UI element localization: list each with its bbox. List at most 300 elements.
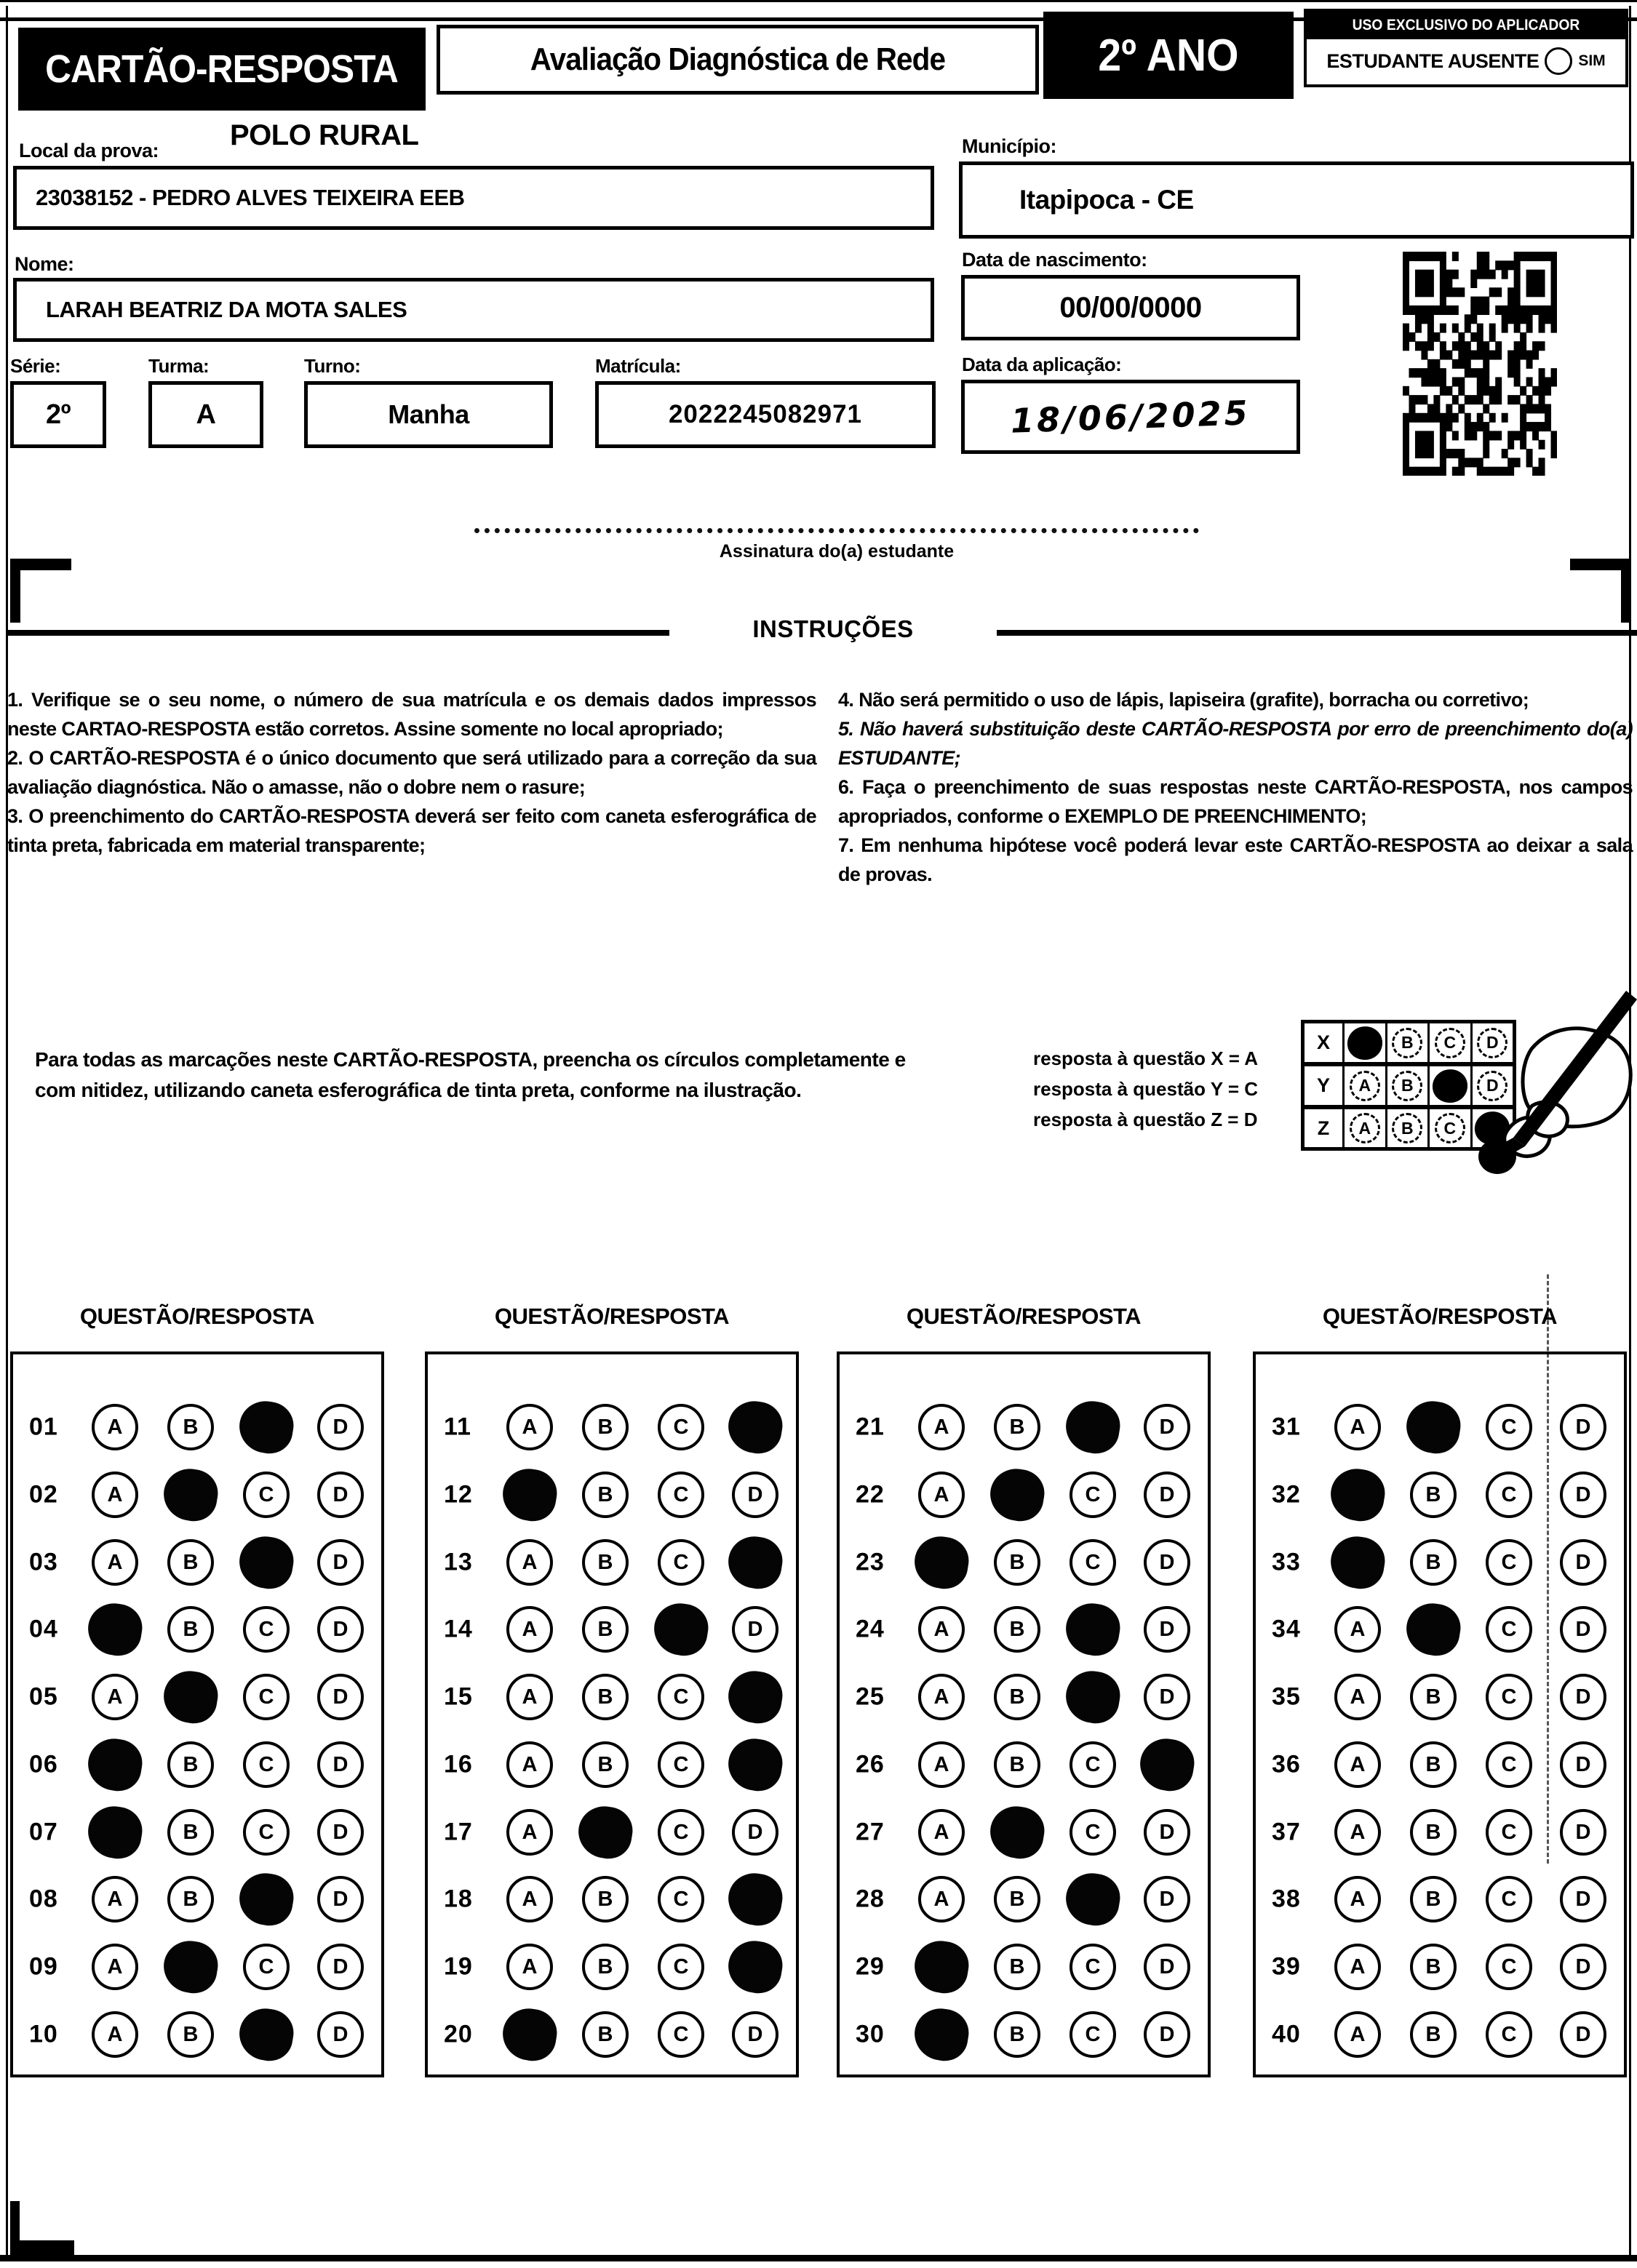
signature-line[interactable] [474,528,1199,533]
bottom-border-line [0,2255,1637,2261]
bubble-q23-A[interactable] [911,1533,972,1592]
question-number-14: 14 [444,1615,473,1643]
bubble-q03-B[interactable]: B [167,1539,214,1586]
question-row-21 [840,1401,1208,1453]
examiner-box [1304,9,1628,87]
aplicacao-handwritten-value: 18/06/2025 [1010,393,1251,441]
turno-value: Manha [388,399,469,429]
question-number-09: 09 [29,1952,58,1981]
bubble-q26-C[interactable]: C [1070,1741,1116,1788]
bubble-q25-A[interactable]: A [918,1674,965,1720]
bubble-q39-B[interactable]: B [1410,1944,1457,1990]
qr-code [1403,252,1557,476]
bubble-q36-A[interactable]: A [1334,1741,1381,1788]
bubble-q14-D[interactable]: D [732,1606,778,1653]
bubble-q24-D[interactable]: D [1144,1606,1190,1653]
bubble-q08-D[interactable]: D [317,1876,364,1922]
bubble-q22-A[interactable]: A [918,1472,965,1518]
bubble-q13-B[interactable]: B [582,1539,629,1586]
question-number-31: 31 [1272,1413,1301,1441]
bubble-q24-B[interactable]: B [994,1606,1040,1653]
question-row-33 [1256,1536,1624,1589]
bubble-q31-B[interactable] [1403,1397,1464,1457]
bubble-q38-A[interactable]: A [1334,1876,1381,1922]
instructions-rule-left [7,630,669,636]
bubble-q12-B[interactable]: B [582,1472,629,1518]
question-row-16 [428,1738,796,1791]
question-row-03 [13,1536,381,1589]
bubble-q12-D[interactable]: D [732,1472,778,1518]
bubble-q27-D[interactable]: D [1144,1809,1190,1856]
question-row-13 [428,1536,796,1589]
turma-box [148,381,263,448]
question-row-04 [13,1603,381,1656]
answers-column-header-2: QUESTÃO/RESPOSTA [494,1303,730,1329]
bubble-q10-C[interactable] [236,2005,297,2064]
bubble-q03-C[interactable] [236,1533,297,1592]
corner-mark-top-right-v [1621,559,1631,623]
bubble-q07-C[interactable]: C [243,1809,290,1856]
bubble-q17-A[interactable]: A [506,1809,553,1856]
turno-box [304,381,553,448]
question-number-32: 32 [1272,1480,1301,1509]
example-key-line-1: resposta à questão X = A [1033,1047,1258,1069]
instructions-left-column [7,685,816,860]
bubble-q16-C[interactable]: C [658,1741,704,1788]
grade-label: 2º ANO [1098,30,1239,81]
absent-option-label: SIM [1578,52,1606,69]
question-number-01: 01 [29,1413,58,1441]
question-row-05 [13,1671,381,1723]
question-number-33: 33 [1272,1548,1301,1576]
bubble-q30-A[interactable] [911,2005,972,2064]
question-number-27: 27 [856,1818,885,1846]
bubble-q20-A[interactable] [499,2005,560,2064]
bubble-q09-B[interactable] [160,1937,221,1997]
bubble-q21-C[interactable] [1062,1397,1123,1457]
bubble-q26-D[interactable] [1136,1735,1198,1794]
bubble-q29-C[interactable]: C [1070,1944,1116,1990]
bubble-q15-A[interactable]: A [506,1674,553,1720]
bubble-q02-C[interactable]: C [243,1472,290,1518]
example-cell-X-A [1342,1023,1385,1062]
nascimento-label: Data de nascimento: [962,249,1147,271]
bubble-q02-A[interactable]: A [92,1472,138,1518]
bubble-q29-B[interactable]: B [994,1944,1040,1990]
bubble-q31-D[interactable]: D [1560,1404,1606,1450]
exam-title: Avaliação Diagnóstica de Rede [530,41,946,77]
instruction-item-r-3: 6. Faça o preenchimento de suas respostas neste CARTÃO-RESPOSTA, nos campos apropriados, conforme o EXEMPLO DE PREENCHIMENTO; [838,776,1633,827]
bubble-q38-B[interactable]: B [1410,1876,1457,1922]
bubble-q09-D[interactable]: D [317,1944,364,1990]
bubble-q24-A[interactable]: A [918,1606,965,1653]
question-number-24: 24 [856,1615,885,1643]
question-row-20 [428,2008,796,2061]
question-number-29: 29 [856,1952,885,1981]
question-row-06 [13,1738,381,1791]
question-row-40 [1256,2008,1624,2061]
bubble-q22-D[interactable]: D [1144,1472,1190,1518]
hand-pen-illustration [1462,983,1637,1187]
bubble-q32-D[interactable]: D [1560,1472,1606,1518]
question-row-11 [428,1401,796,1453]
bubble-q17-D[interactable]: D [732,1809,778,1856]
bubble-q34-D[interactable]: D [1560,1606,1606,1653]
bubble-q20-C[interactable]: C [658,2011,704,2058]
question-number-37: 37 [1272,1818,1301,1846]
example-bubble-Y-D: D [1477,1071,1507,1101]
answers-column-2 [425,1351,799,2077]
bubble-q06-B[interactable]: B [167,1741,214,1788]
question-number-06: 06 [29,1750,58,1778]
example-row-label: X [1316,1031,1330,1053]
bubble-q21-B[interactable]: B [994,1404,1040,1450]
question-row-37 [1256,1806,1624,1858]
bubble-q28-D[interactable]: D [1144,1876,1190,1922]
bubble-q37-D[interactable]: D [1560,1809,1606,1856]
bubble-q23-D[interactable]: D [1144,1539,1190,1586]
bubble-q03-A[interactable]: A [92,1539,138,1586]
bubble-q40-C[interactable]: C [1486,2011,1532,2058]
bubble-q36-D[interactable]: D [1560,1741,1606,1788]
bubble-q35-B[interactable]: B [1410,1674,1457,1720]
bubble-q30-B[interactable]: B [994,2011,1040,2058]
bubble-q16-D[interactable] [725,1735,786,1794]
question-row-36 [1256,1738,1624,1791]
answers-column-header-1: QUESTÃO/RESPOSTA [79,1303,315,1329]
question-row-19 [428,1941,796,1993]
bubble-q35-A[interactable]: A [1334,1674,1381,1720]
bubble-q22-C[interactable]: C [1070,1472,1116,1518]
top-border-line-1 [0,0,1637,2]
bubble-q21-D[interactable]: D [1144,1404,1190,1450]
bubble-q12-A[interactable] [499,1465,560,1525]
bubble-q32-A[interactable] [1327,1465,1388,1525]
example-cell-Z-A [1342,1109,1385,1147]
local-da-prova-label: Local da prova: [19,140,159,161]
bubble-q15-C[interactable]: C [658,1674,704,1720]
bubble-q35-C[interactable]: C [1486,1674,1532,1720]
bubble-q25-B[interactable]: B [994,1674,1040,1720]
bubble-q09-C[interactable]: C [243,1944,290,1990]
example-bubble-X-B: B [1392,1028,1422,1058]
bubble-q05-B[interactable] [160,1667,221,1727]
bubble-q39-C[interactable]: C [1486,1944,1532,1990]
bubble-q11-D[interactable] [725,1397,786,1457]
example-cell-X-B [1385,1023,1428,1062]
bubble-q08-A[interactable]: A [92,1876,138,1922]
bubble-q17-B[interactable] [575,1802,636,1862]
bubble-q08-B[interactable]: B [167,1876,214,1922]
question-number-20: 20 [444,2020,473,2048]
signature-label: Assinatura do(a) estudante [719,541,955,562]
answers-column-1 [10,1351,384,2077]
bubble-q33-C[interactable]: C [1486,1539,1532,1586]
instructions-title: INSTRUÇÕES [752,615,914,642]
bubble-q38-D[interactable]: D [1560,1876,1606,1922]
question-row-24 [840,1603,1208,1656]
bubble-q37-C[interactable]: C [1486,1809,1532,1856]
bubble-q33-D[interactable]: D [1560,1539,1606,1586]
question-number-40: 40 [1272,2020,1301,2048]
serie-label: Série: [10,355,61,377]
bubble-q27-B[interactable] [987,1802,1048,1862]
serie-box [10,381,106,448]
corner-mark-bottom-left [10,2240,74,2256]
bubble-q35-D[interactable]: D [1560,1674,1606,1720]
example-bubble-Z-C: C [1435,1113,1465,1143]
bubble-q40-A[interactable]: A [1334,2011,1381,2058]
bubble-q39-A[interactable]: A [1334,1944,1381,1990]
answers-column-4 [1253,1351,1627,2077]
bubble-q26-A[interactable]: A [918,1741,965,1788]
question-number-11: 11 [444,1413,471,1441]
nascimento-box [961,275,1300,340]
bubble-q15-B[interactable]: B [582,1674,629,1720]
question-row-17 [428,1806,796,1858]
bubble-q11-A[interactable]: A [506,1404,553,1450]
question-number-17: 17 [444,1818,473,1846]
bubble-q06-A[interactable] [84,1735,146,1794]
bubble-q10-B[interactable]: B [167,2011,214,2058]
bubble-q25-C[interactable] [1062,1667,1123,1727]
turma-label: Turma: [148,355,210,377]
bubble-q19-A[interactable]: A [506,1944,553,1990]
bubble-q18-D[interactable] [725,1869,786,1929]
bubble-q19-C[interactable]: C [658,1944,704,1990]
bubble-q29-A[interactable] [911,1937,972,1997]
bubble-q07-D[interactable]: D [317,1809,364,1856]
bubble-q28-C[interactable] [1062,1869,1123,1929]
bubble-q23-C[interactable]: C [1070,1539,1116,1586]
example-bubble-X-D: D [1477,1028,1507,1058]
bubble-q24-C[interactable] [1062,1600,1123,1659]
bubble-q30-D[interactable]: D [1144,2011,1190,2058]
bubble-q40-B[interactable]: B [1410,2011,1457,2058]
question-row-28 [840,1873,1208,1925]
question-row-12 [428,1469,796,1521]
question-number-36: 36 [1272,1750,1301,1778]
bubble-q09-A[interactable]: A [92,1944,138,1990]
instruction-item-l-3: 3. O preenchimento do CARTÃO-RESPOSTA deverá ser feito com caneta esferográfica de tinta preta, fabricada em material transparente; [7,805,816,856]
bubble-q01-B[interactable]: B [167,1404,214,1450]
bubble-q05-A[interactable]: A [92,1674,138,1720]
bubble-q01-D[interactable]: D [317,1404,364,1450]
absent-sim-circle[interactable] [1545,47,1572,75]
question-row-25 [840,1671,1208,1723]
question-number-25: 25 [856,1682,885,1711]
example-bubble-Y-A: A [1350,1071,1380,1101]
absent-row [1307,39,1625,83]
bubble-q05-C[interactable]: C [243,1674,290,1720]
answers-column-header-3: QUESTÃO/RESPOSTA [906,1303,1142,1329]
question-row-23 [840,1536,1208,1589]
bubble-q01-A[interactable]: A [92,1404,138,1450]
bubble-q39-D[interactable]: D [1560,1944,1606,1990]
question-number-18: 18 [444,1885,473,1913]
bubble-q14-B[interactable]: B [582,1606,629,1653]
question-row-38 [1256,1873,1624,1925]
question-row-15 [428,1671,796,1723]
bubble-q40-D[interactable]: D [1560,2011,1606,2058]
question-row-09 [13,1941,381,1993]
bubble-q36-C[interactable]: C [1486,1741,1532,1788]
bubble-q13-A[interactable]: A [506,1539,553,1586]
question-number-02: 02 [29,1480,58,1509]
municipio-box [959,161,1634,239]
turma-value: A [196,399,216,430]
bubble-q32-C[interactable]: C [1486,1472,1532,1518]
example-row-label: Y [1316,1074,1330,1096]
bubble-q37-B[interactable]: B [1410,1809,1457,1856]
bubble-q04-B[interactable]: B [167,1606,214,1653]
question-number-16: 16 [444,1750,473,1778]
bubble-q31-C[interactable]: C [1486,1404,1532,1450]
bubble-q02-B[interactable] [160,1465,221,1525]
bubble-q07-B[interactable]: B [167,1809,214,1856]
bubble-q03-D[interactable]: D [317,1539,364,1586]
bubble-q15-D[interactable] [725,1667,786,1727]
bubble-q29-D[interactable]: D [1144,1944,1190,1990]
aplicacao-box [961,380,1300,454]
bubble-q20-B[interactable]: B [582,2011,629,2058]
question-row-35 [1256,1671,1624,1723]
answers-column-3 [837,1351,1211,2077]
bubble-q37-A[interactable]: A [1334,1809,1381,1856]
bubble-q04-D[interactable]: D [317,1606,364,1653]
bubble-q17-C[interactable]: C [658,1809,704,1856]
bubble-q30-C[interactable]: C [1070,2011,1116,2058]
bubble-q02-D[interactable]: D [317,1472,364,1518]
question-row-07 [13,1806,381,1858]
bubble-q10-A[interactable]: A [92,2011,138,2058]
bubble-q34-C[interactable]: C [1486,1606,1532,1653]
bubble-q04-C[interactable]: C [243,1606,290,1653]
example-answer-key [1033,1043,1258,1135]
bubble-q28-A[interactable]: A [918,1876,965,1922]
question-row-29 [840,1941,1208,1993]
question-number-03: 03 [29,1548,58,1576]
card-title-box [18,28,426,111]
question-number-30: 30 [856,2020,885,2048]
exam-title-box [437,25,1039,95]
bubble-q05-D[interactable]: D [317,1674,364,1720]
question-number-12: 12 [444,1480,473,1509]
question-row-10 [13,2008,381,2061]
question-row-18 [428,1873,796,1925]
bubble-q19-B[interactable]: B [582,1944,629,1990]
bubble-q28-B[interactable]: B [994,1876,1040,1922]
question-number-04: 04 [29,1615,58,1643]
example-row-label: Z [1317,1117,1330,1139]
bubble-q04-A[interactable] [84,1600,146,1659]
bubble-q34-A[interactable]: A [1334,1606,1381,1653]
bubble-q20-D[interactable]: D [732,2011,778,2058]
aplicacao-label: Data da aplicação: [962,354,1122,375]
bubble-q18-A[interactable]: A [506,1876,553,1922]
bubble-q11-C[interactable]: C [658,1404,704,1450]
bubble-q06-C[interactable]: C [243,1741,290,1788]
bubble-q11-B[interactable]: B [582,1404,629,1450]
question-row-22 [840,1469,1208,1521]
bubble-q25-D[interactable]: D [1144,1674,1190,1720]
bubble-q13-C[interactable]: C [658,1539,704,1586]
question-number-35: 35 [1272,1682,1301,1711]
question-number-15: 15 [444,1682,473,1711]
bubble-q26-B[interactable]: B [994,1741,1040,1788]
turno-label: Turno: [304,355,361,377]
bubble-q33-A[interactable] [1327,1533,1388,1592]
bubble-q31-A[interactable]: A [1334,1404,1381,1450]
bubble-q23-B[interactable]: B [994,1539,1040,1586]
local-da-prova-value: POLO RURAL [230,119,419,151]
question-number-38: 38 [1272,1885,1301,1913]
bubble-q08-C[interactable] [236,1869,297,1929]
bubble-q36-B[interactable]: B [1410,1741,1457,1788]
question-row-01 [13,1401,381,1453]
example-key-line-2: resposta à questão Y = C [1033,1078,1259,1100]
bubble-q14-A[interactable]: A [506,1606,553,1653]
question-row-02 [13,1469,381,1521]
bubble-q10-D[interactable]: D [317,2011,364,2058]
bubble-q18-C[interactable]: C [658,1876,704,1922]
nome-label: Nome: [15,253,74,275]
bubble-q13-D[interactable] [725,1533,786,1592]
bubble-q21-A[interactable]: A [918,1404,965,1450]
school-value: 23038152 - PEDRO ALVES TEIXEIRA EEB [36,185,465,210]
question-number-10: 10 [29,2020,58,2048]
question-row-08 [13,1873,381,1925]
instruction-item-l-2: 2. O CARTÃO-RESPOSTA é o único documento que será utilizado para a correção da sua avaliação diagnóstica. Não o amasse, não o dobre nem o rasure; [7,747,816,798]
examiner-box-titlebar [1307,12,1625,39]
example-cell-Y-A [1342,1066,1385,1105]
question-number-19: 19 [444,1952,473,1981]
bubble-q01-C[interactable] [236,1397,297,1457]
bubble-q06-D[interactable]: D [317,1741,364,1788]
question-number-05: 05 [29,1682,58,1711]
question-number-39: 39 [1272,1952,1301,1981]
question-number-34: 34 [1272,1615,1301,1643]
bubble-q14-C[interactable] [650,1600,712,1659]
municipio-value: Itapipoca - CE [1019,185,1194,215]
question-number-28: 28 [856,1885,885,1913]
question-number-07: 07 [29,1818,58,1846]
bubble-q18-B[interactable]: B [582,1876,629,1922]
bubble-q27-C[interactable]: C [1070,1809,1116,1856]
bubble-q34-B[interactable] [1403,1600,1464,1659]
bubble-q12-C[interactable]: C [658,1472,704,1518]
question-row-34 [1256,1603,1624,1656]
bubble-q16-B[interactable]: B [582,1741,629,1788]
examiner-box-title: USO EXCLUSIVO DO APLICADOR [1352,17,1580,33]
bubble-q16-A[interactable]: A [506,1741,553,1788]
bubble-q22-B[interactable] [987,1465,1048,1525]
question-row-26 [840,1738,1208,1791]
instruction-item-r-1: 4. Não será permitido o uso de lápis, lapiseira (grafite), borracha ou corretivo; [838,689,1529,711]
bubble-q19-D[interactable] [725,1937,786,1997]
question-number-21: 21 [856,1413,885,1441]
example-cell-Z-B [1385,1109,1428,1147]
bubble-q27-A[interactable]: A [918,1809,965,1856]
bubble-q38-C[interactable]: C [1486,1876,1532,1922]
bubble-q32-B[interactable]: B [1410,1472,1457,1518]
bubble-q33-B[interactable]: B [1410,1539,1457,1586]
example-bubble-X-C: C [1435,1028,1465,1058]
instruction-item-r-4: 7. Em nenhuma hipótese você poderá levar este CARTÃO-RESPOSTA ao deixar a sala de provas. [838,834,1633,885]
instruction-item-r-2: 5. Não haverá substituição deste CARTÃO-RESPOSTA por erro de preenchimento do(a) ESTUDANTE; [838,718,1633,769]
bubble-q07-A[interactable] [84,1802,146,1862]
question-row-14 [428,1603,796,1656]
